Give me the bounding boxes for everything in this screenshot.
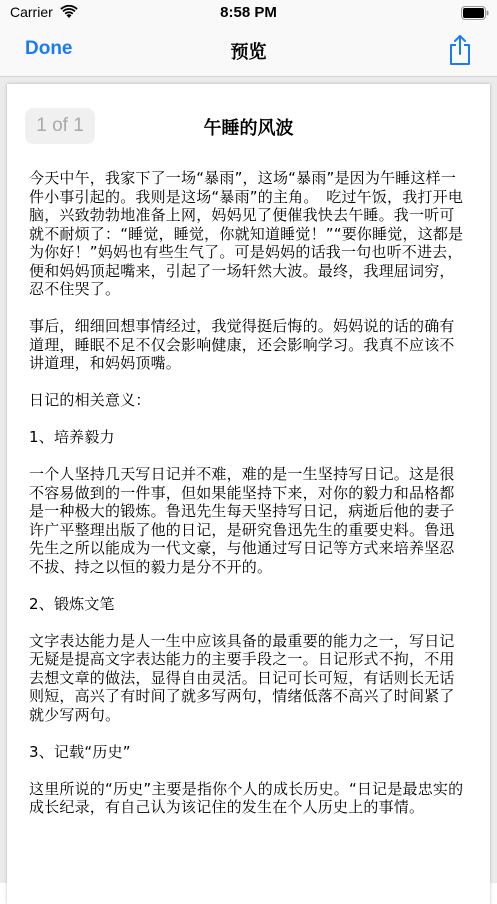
paragraph: 今天中午，我家下了一场“暴雨”，这场“暴雨”是因为午睡这样一件小事引起的。我则是这场“暴雨”的主角。 吃过午饭，我打开电脑，兴致勃勃地准备上网，妈妈见了便催我快去午睡。我一听可就不耐烦了：“睡觉，睡觉，你就知道睡觉！”“要你睡觉，这都是为你好！”妈妈也有些生气了。可是妈妈的话我一句也听不进去，便和妈妈顶起嘴来，引起了一场轩然大波。最终，我理屈词穷，忍不住哭了。 — [29, 169, 464, 298]
paragraph: 1、培养毅力 — [29, 428, 115, 446]
document-body — [29, 169, 469, 835]
status-bar — [0, 0, 497, 26]
document-title: 午睡的风波 — [203, 118, 294, 139]
paragraph: 事后，细细回想事情经过，我觉得挺后悔的。妈妈说的话的确有道理，睡眠不足不仅会影响健康，还会影响学习。我真不应该不讲道理，和妈妈顶嘴。 — [29, 317, 455, 372]
done-button[interactable]: Done — [25, 38, 73, 59]
battery-icon — [461, 5, 489, 24]
paragraph: 这里所说的“历史”主要是指你个人的成长历史。“日记是最忠实的成长纪录，有自己认为该记住的发生在个人历史上的事情。 — [29, 779, 464, 816]
paragraph: 3、记载“历史” — [29, 742, 131, 761]
paragraph: 2、锻炼文笔 — [29, 594, 115, 613]
page-title: 预览 — [230, 42, 267, 63]
status-time: 8:58 PM — [220, 4, 277, 21]
preview-area[interactable] — [0, 77, 497, 883]
navigation-bar — [0, 26, 497, 77]
document-page — [7, 84, 490, 904]
paragraph: 一个人坚持几天写日记并不难，难的是一生坚持写日记。这是很不容易做到的一件事，但如果能坚持下来，对你的毅力和品格都是一种极大的锻炼。鲁迅先生每天坚持写日记，病逝后他的妻子许广平整理出版了他的日记，是研究鲁迅先生的重要史料。鲁迅先生之所以能成为一代文豪，与他通过写日记等方式来培养坚忍不拔、持之以恒的毅力是分不开的。 — [29, 465, 455, 576]
carrier-label: Carrier — [10, 4, 53, 20]
share-icon[interactable] — [448, 34, 472, 70]
paragraph: 文字表达能力是人一生中应该具备的最重要的能力之一，写日记无疑是提高文字表达能力的主要手段之一。日记形式不拘，不用去想文章的做法，显得自由灵活。日记可长可短，有话则长无话则短，高兴了有时间了就多写两句，情绪低落不高兴了时间紧了就少写两句。 — [29, 631, 455, 724]
page-counter: 1 of 1 — [25, 108, 95, 144]
paragraph: 日记的相关意义： — [29, 391, 151, 409]
